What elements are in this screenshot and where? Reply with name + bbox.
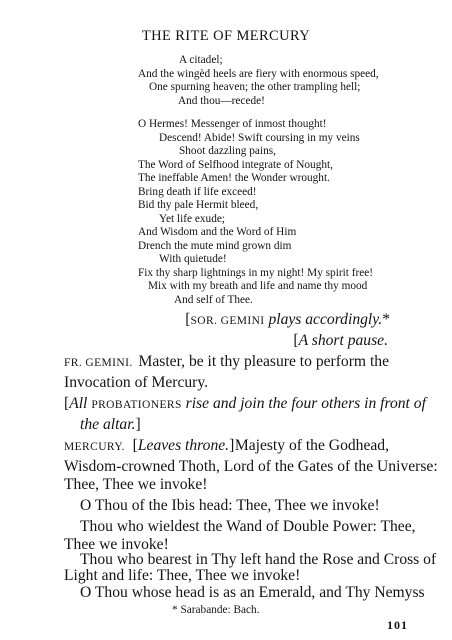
- verse-line: Bid thy pale Hermit bleed,: [138, 199, 259, 211]
- dialogue-line: Thou who wieldest the Wand of Double Power: Thee,: [80, 518, 416, 535]
- page-number: 101: [387, 618, 408, 632]
- dialogue-line: Thou who bearest in Thy left hand the Rose and Cross of: [80, 551, 437, 568]
- verse-line: And self of Thee.: [174, 293, 253, 306]
- stage-direction: [All PROBATIONERS rise and join the four others in front of: [64, 395, 426, 412]
- dialogue-line: Master, be it thy pleasure to perform the: [138, 353, 389, 370]
- verse-line: Shoot dazzling pains,: [179, 145, 276, 157]
- verse-line: And the wingèd heels are fiery with enormous speed,: [138, 67, 379, 80]
- dialogue-line: Thee we invoke!: [64, 536, 169, 553]
- dialogue-line: Light and life: Thee, Thee we invoke!: [64, 567, 301, 584]
- verse-line: Yet life exude;: [159, 212, 225, 225]
- verse-line: O Hermes! Messenger of inmost thought!: [138, 118, 327, 130]
- stage-direction-pause: [A short pause.: [293, 332, 388, 349]
- dialogue-line: [64, 351, 133, 374]
- stage-direction: [SOR. GEMINI plays accordingly.*: [185, 311, 390, 328]
- stage-direction: the altar.]: [80, 416, 141, 433]
- verse-line: Drench the mute mind grown dim: [138, 239, 292, 252]
- verse-line: And Wisdom and the Word of Him: [138, 226, 297, 238]
- dialogue-line: O Thou of the Ibis head: Thee, Thee we invoke!: [80, 497, 380, 514]
- verse-line: Bring death if life exceed!: [138, 185, 257, 198]
- verse-line: Mix with my breath and life and name thy mood: [148, 280, 368, 292]
- dialogue-line: O Thou whose head is as an Emerald, and Thy Nemyss: [80, 584, 425, 601]
- verse-line: One spurning heaven; the other trampling hell;: [149, 81, 361, 93]
- running-header: THE RITE OF MERCURY: [141, 28, 311, 44]
- dialogue-line: Thee, Thee we invoke!: [64, 476, 208, 493]
- speaker-name: SOR. GEMINI: [190, 315, 265, 327]
- speaker-name: FR. GEMINI.: [64, 357, 133, 369]
- dialogue-line: MERCURY. [Leaves throne.]: [64, 437, 235, 454]
- verse-line: And thou—recede!: [178, 94, 265, 107]
- verse-line: Descend! Abide! Swift coursing in my veins: [159, 131, 360, 144]
- verse-line: The Word of Selfhood integrate of Nought,: [138, 158, 333, 171]
- dialogue-line: Invocation of Mercury.: [64, 374, 209, 391]
- verse-line: The ineffable Amen! the Wonder wrought.: [138, 172, 330, 184]
- footnote: * Sarabande: Bach.: [172, 604, 260, 616]
- speaker-name: MERCURY.: [64, 441, 125, 453]
- verse-line: A citadel;: [179, 54, 223, 66]
- verse-line: With quietude!: [159, 253, 227, 265]
- dialogue-line: Wisdom-crowned Thoth, Lord of the Gates of the Universe:: [64, 458, 438, 475]
- dialogue-line: Majesty of the Godhead,: [234, 437, 389, 454]
- verse-line: Fix thy sharp lightnings in my night! My spirit free!: [138, 266, 374, 279]
- footnote-marker: *: [382, 311, 390, 328]
